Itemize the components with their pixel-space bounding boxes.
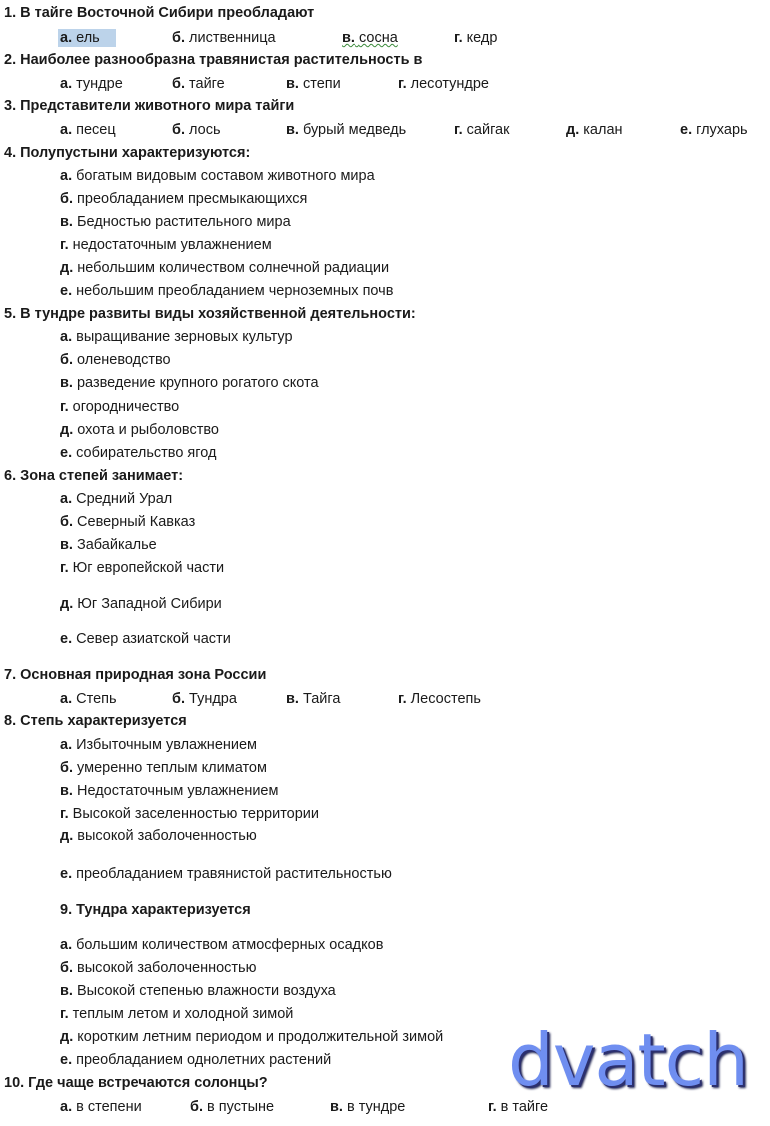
watermark-logo: dvatch <box>508 1018 748 1102</box>
q2-option-a[interactable]: а. тундре <box>60 76 123 92</box>
q6-option-a[interactable]: а. Средний Урал <box>60 491 173 507</box>
q1-option-a[interactable]: а. ель <box>60 28 116 48</box>
q9-option-f[interactable]: е. преобладанием однолетних растений <box>60 1052 332 1068</box>
question-1-title: 1. В тайге Восточной Сибири преобладают <box>4 5 315 21</box>
q6-option-c[interactable]: в. Забайкалье <box>60 537 157 553</box>
q10-option-b[interactable]: б. в пустыне <box>190 1099 275 1115</box>
q7-option-a[interactable]: а. Степь <box>60 691 117 707</box>
q7-option-d[interactable]: г. Лесостепь <box>398 691 481 707</box>
q4-option-d[interactable]: г. недостаточным увлажнением <box>60 237 272 253</box>
question-6-title: 6. Зона степей занимает: <box>4 468 184 484</box>
q8-option-b[interactable]: б. умеренно теплым климатом <box>60 760 267 776</box>
q5-option-e[interactable]: д. охота и рыболовство <box>60 422 219 438</box>
q3-option-a[interactable]: а. песец <box>60 122 116 138</box>
q7-option-c[interactable]: в. Тайга <box>286 691 341 707</box>
q2-option-c[interactable]: в. степи <box>286 76 341 92</box>
q10-option-c[interactable]: в. в тундре <box>330 1099 406 1115</box>
q9-option-c[interactable]: в. Высокой степенью влажности воздуха <box>60 983 336 999</box>
question-3-title: 3. Представители животного мира тайги <box>4 98 295 114</box>
q8-option-c[interactable]: в. Недостаточным увлажнением <box>60 783 279 799</box>
q4-option-a[interactable]: а. богатым видовым составом животного мира <box>60 168 375 184</box>
q9-option-a[interactable]: а. большим количеством атмосферных осадков <box>60 937 384 953</box>
q3-option-f[interactable]: е. глухарь <box>680 122 748 138</box>
q8-option-f[interactable]: е. преобладанием травянистой растительностью <box>60 866 392 882</box>
question-8-title: 8. Степь характеризуется <box>4 713 187 729</box>
question-10-title: 10. Где чаще встречаются солонцы? <box>4 1075 268 1091</box>
question-9-title: 9. Тундра характеризуется <box>60 902 251 918</box>
q4-option-e[interactable]: д. небольшим количеством солнечной радиации <box>60 260 390 276</box>
q3-option-d[interactable]: г. сайгак <box>454 122 510 138</box>
q2-option-d[interactable]: г. лесотундре <box>398 76 489 92</box>
q6-option-f[interactable]: е. Север азиатской части <box>60 631 231 647</box>
q4-option-f[interactable]: е. небольшим преобладанием черноземных почв <box>60 283 394 299</box>
q1-option-c[interactable]: в. сосна <box>342 30 398 46</box>
q5-option-f[interactable]: е. собирательство ягод <box>60 445 217 461</box>
q8-option-d[interactable]: г. Высокой заселенностью территории <box>60 806 320 822</box>
q6-option-e[interactable]: д. Юг Западной Сибири <box>60 596 222 612</box>
q10-option-d[interactable]: г. в тайге <box>488 1099 549 1115</box>
q6-option-d[interactable]: г. Юг европейской части <box>60 560 225 576</box>
q1-option-b[interactable]: б. лиственница <box>172 30 276 46</box>
q5-option-d[interactable]: г. огородничество <box>60 399 180 415</box>
q4-option-c[interactable]: в. Бедностью растительного мира <box>60 214 291 230</box>
question-5-title: 5. В тундре развиты виды хозяйственной деятельности: <box>4 306 416 322</box>
q8-option-e[interactable]: д. высокой заболоченностью <box>60 828 257 844</box>
q8-option-a[interactable]: а. Избыточным увлажнением <box>60 737 258 753</box>
q3-option-b[interactable]: б. лось <box>172 122 221 138</box>
q7-option-b[interactable]: б. Тундра <box>172 691 237 707</box>
q3-option-e[interactable]: д. калан <box>566 122 623 138</box>
q5-option-a[interactable]: а. выращивание зерновых культур <box>60 329 293 345</box>
q3-option-c[interactable]: в. бурый медведь <box>286 122 407 138</box>
q9-option-d[interactable]: г. теплым летом и холодной зимой <box>60 1006 294 1022</box>
q5-option-b[interactable]: б. оленеводство <box>60 352 171 368</box>
question-2-title: 2. Наиболее разнообразна травянистая растительность в <box>4 52 423 68</box>
question-4-title: 4. Полупустыни характеризуются: <box>4 145 251 161</box>
q1-option-d[interactable]: г. кедр <box>454 30 498 46</box>
q4-option-b[interactable]: б. преобладанием пресмыкающихся <box>60 191 308 207</box>
q6-option-b[interactable]: б. Северный Кавказ <box>60 514 196 530</box>
q9-option-e[interactable]: д. коротким летним периодом и продолжительной зимой <box>60 1029 444 1045</box>
q2-option-b[interactable]: б. тайге <box>172 76 225 92</box>
q5-option-c[interactable]: в. разведение крупного рогатого скота <box>60 375 319 391</box>
q10-option-a[interactable]: а. в степени <box>60 1099 142 1115</box>
question-7-title: 7. Основная природная зона России <box>4 667 267 683</box>
q9-option-b[interactable]: б. высокой заболоченностью <box>60 960 257 976</box>
